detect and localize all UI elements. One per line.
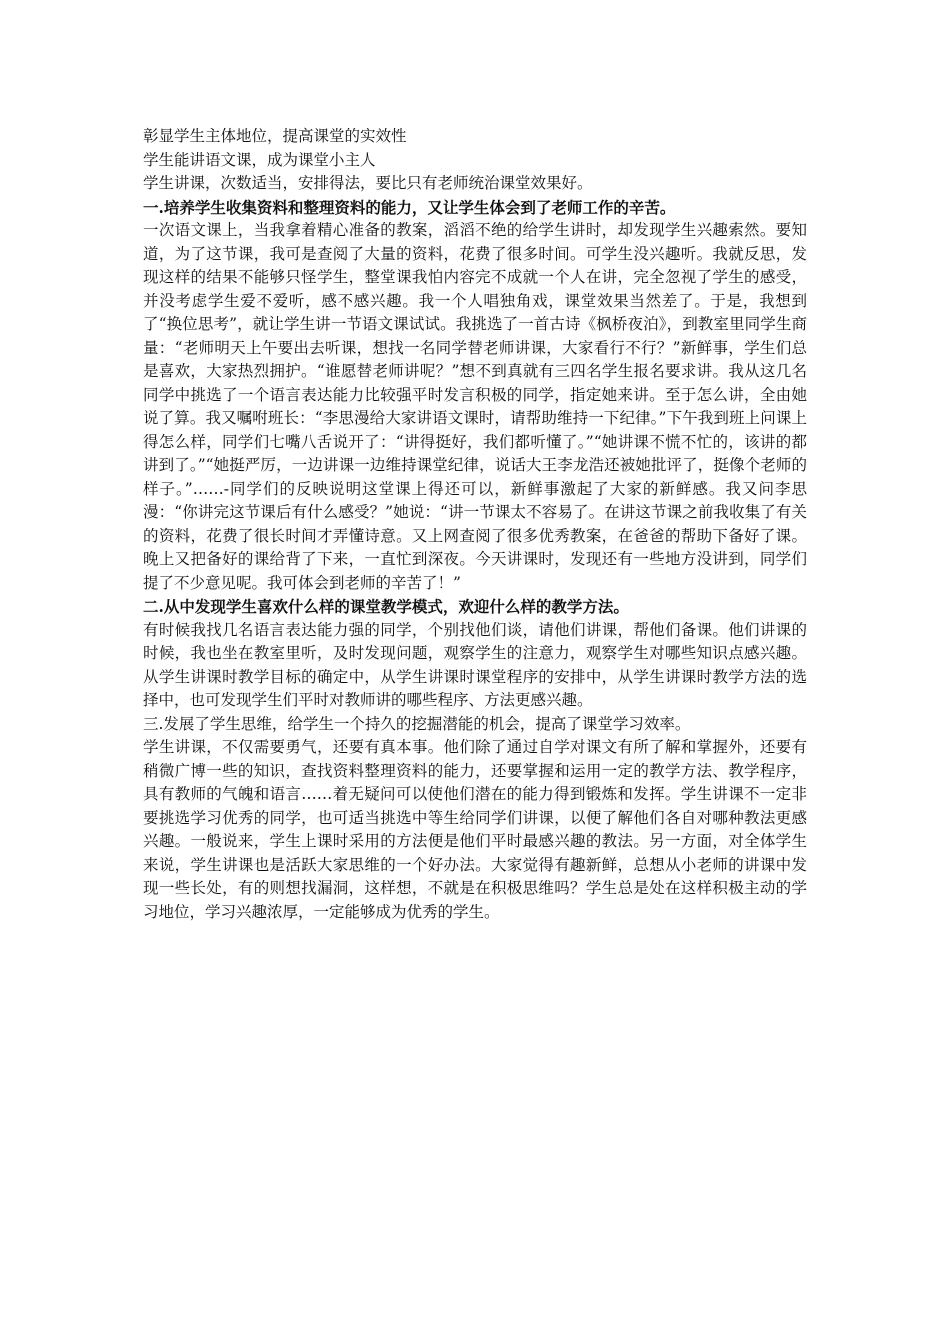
document-subtitle: 学生能讲语文课，成为课堂小主人	[143, 150, 376, 169]
section-2-heading: 二.从中发现学生喜欢什么样的课堂教学模式，欢迎什么样的教学方法。	[143, 597, 629, 616]
section-2-body: 有时候我找几名语言表达能力强的同学，个别找他们谈，请他们讲课，帮他们备课。他们讲课的时候，我也坐在教室里听，及时发现问题，观察学生的注意力，观察学生对哪些知识点感兴趣。从学生讲课时教学目标的确定中，从学生讲课时课堂程序的安排中，从学生讲课时教学方法的选择中，也可发现学生们平时对教师讲的哪些程序、方法更感兴趣。	[143, 620, 807, 709]
section-3-heading: 三.发展了学生思维，给学生一个持久的挖掘潜能的机会，提高了课堂学习效率。	[143, 714, 691, 733]
document-page	[143, 125, 807, 924]
section-1-body: 一次语文课上，当我拿着精心准备的教案，滔滔不绝的给学生讲时，却发现学生兴趣索然。要知道，为了这节课，我可是查阅了大量的资料，花费了很多时间。可学生没兴趣听。我就反思，发现这样的结果不能够只怪学生，整堂课我怕内容完不成就一个人在讲，完全忽视了学生的感受，并没考虑学生爱不爱听，感不感兴趣。我一个人唱独角戏，课堂效果当然差了。于是，我想到了“换位思考”，就让学生讲一节语文课试试。我挑选了一首古诗《枫桥夜泊》，到教室里同学生商量：“老师明天上午要出去听课，想找一名同学替老师讲课，大家看行不行？”新鲜事，学生们总是喜欢，大家热烈拥护。“谁愿替老师讲呢？”想不到真就有三四名学生报名要求讲。我从这几名同学中挑选了一个语言表达能力比较强平时发言积极的同学，指定她来讲。至于怎么讲，全由她说了算。我又嘱咐班长：“李思漫给大家讲语文课时，请帮助维持一下纪律。”下午我到班上问课上得怎么样，同学们七嘴八舌说开了：“讲得挺好，我们都听懂了。”“她讲课不慌不忙的，该讲的都讲到了。”“她挺严厉，一边讲课一边维持课堂纪律，说话大王李龙浩还被她批评了，挺像个老师的样子。”……-同学们的反映说明这堂课上得还可以，新鲜事激起了大家的新鲜感。我又问李思漫：“你讲完这节课后有什么感受？”她说：“讲一节课太不容易了。在讲这节课之前我收集了有关的资料，花费了很长时间才弄懂诗意。又上网查阅了很多优秀教案，在爸爸的帮助下备好了课。晚上又把备好的课给背了下来，一直忙到深夜。今天讲课时，发现还有一些地方没讲到，同学们提了不少意见呢。我可体会到老师的辛苦了！”	[143, 221, 807, 592]
intro-paragraph: 学生讲课，次数适当，安排得法，要比只有老师统治课堂效果好。	[143, 174, 593, 192]
section-3-body: 学生讲课，不仅需要勇气，还要有真本事。他们除了通过自学对课文有所了解和掌握外，还要有稍微广博一些的知识，查找资料整理资料的能力，还要掌握和运用一定的教学方法、教学程序，具有教师的气魄和语言……着无疑问可以使他们潜在的能力得到锻炼和发挥。学生讲课不一定非要挑选学习优秀的同学，也可适当挑选中等生给同学们讲课，以便了解他们各自对哪种教法更感兴趣。一般说来，学生上课时采用的方法便是他们平时最感兴趣的教法。另一方面，对全体学生来说，学生讲课也是活跃大家思维的一个好办法。大家觉得有趣新鲜，总想从小老师的讲课中发现一些长处，有的则想找漏洞，这样想，不就是在积极思维吗？学生总是处在这样积极主动的学习地位，学习兴趣浓厚，一定能够成为优秀的学生。	[143, 738, 807, 921]
document-title: 彰显学生主体地位，提高课堂的实效性	[143, 127, 407, 145]
section-1-heading: 一.培养学生收集资料和整理资料的能力，又让学生体会到了老师工作的辛苦。	[143, 197, 676, 217]
